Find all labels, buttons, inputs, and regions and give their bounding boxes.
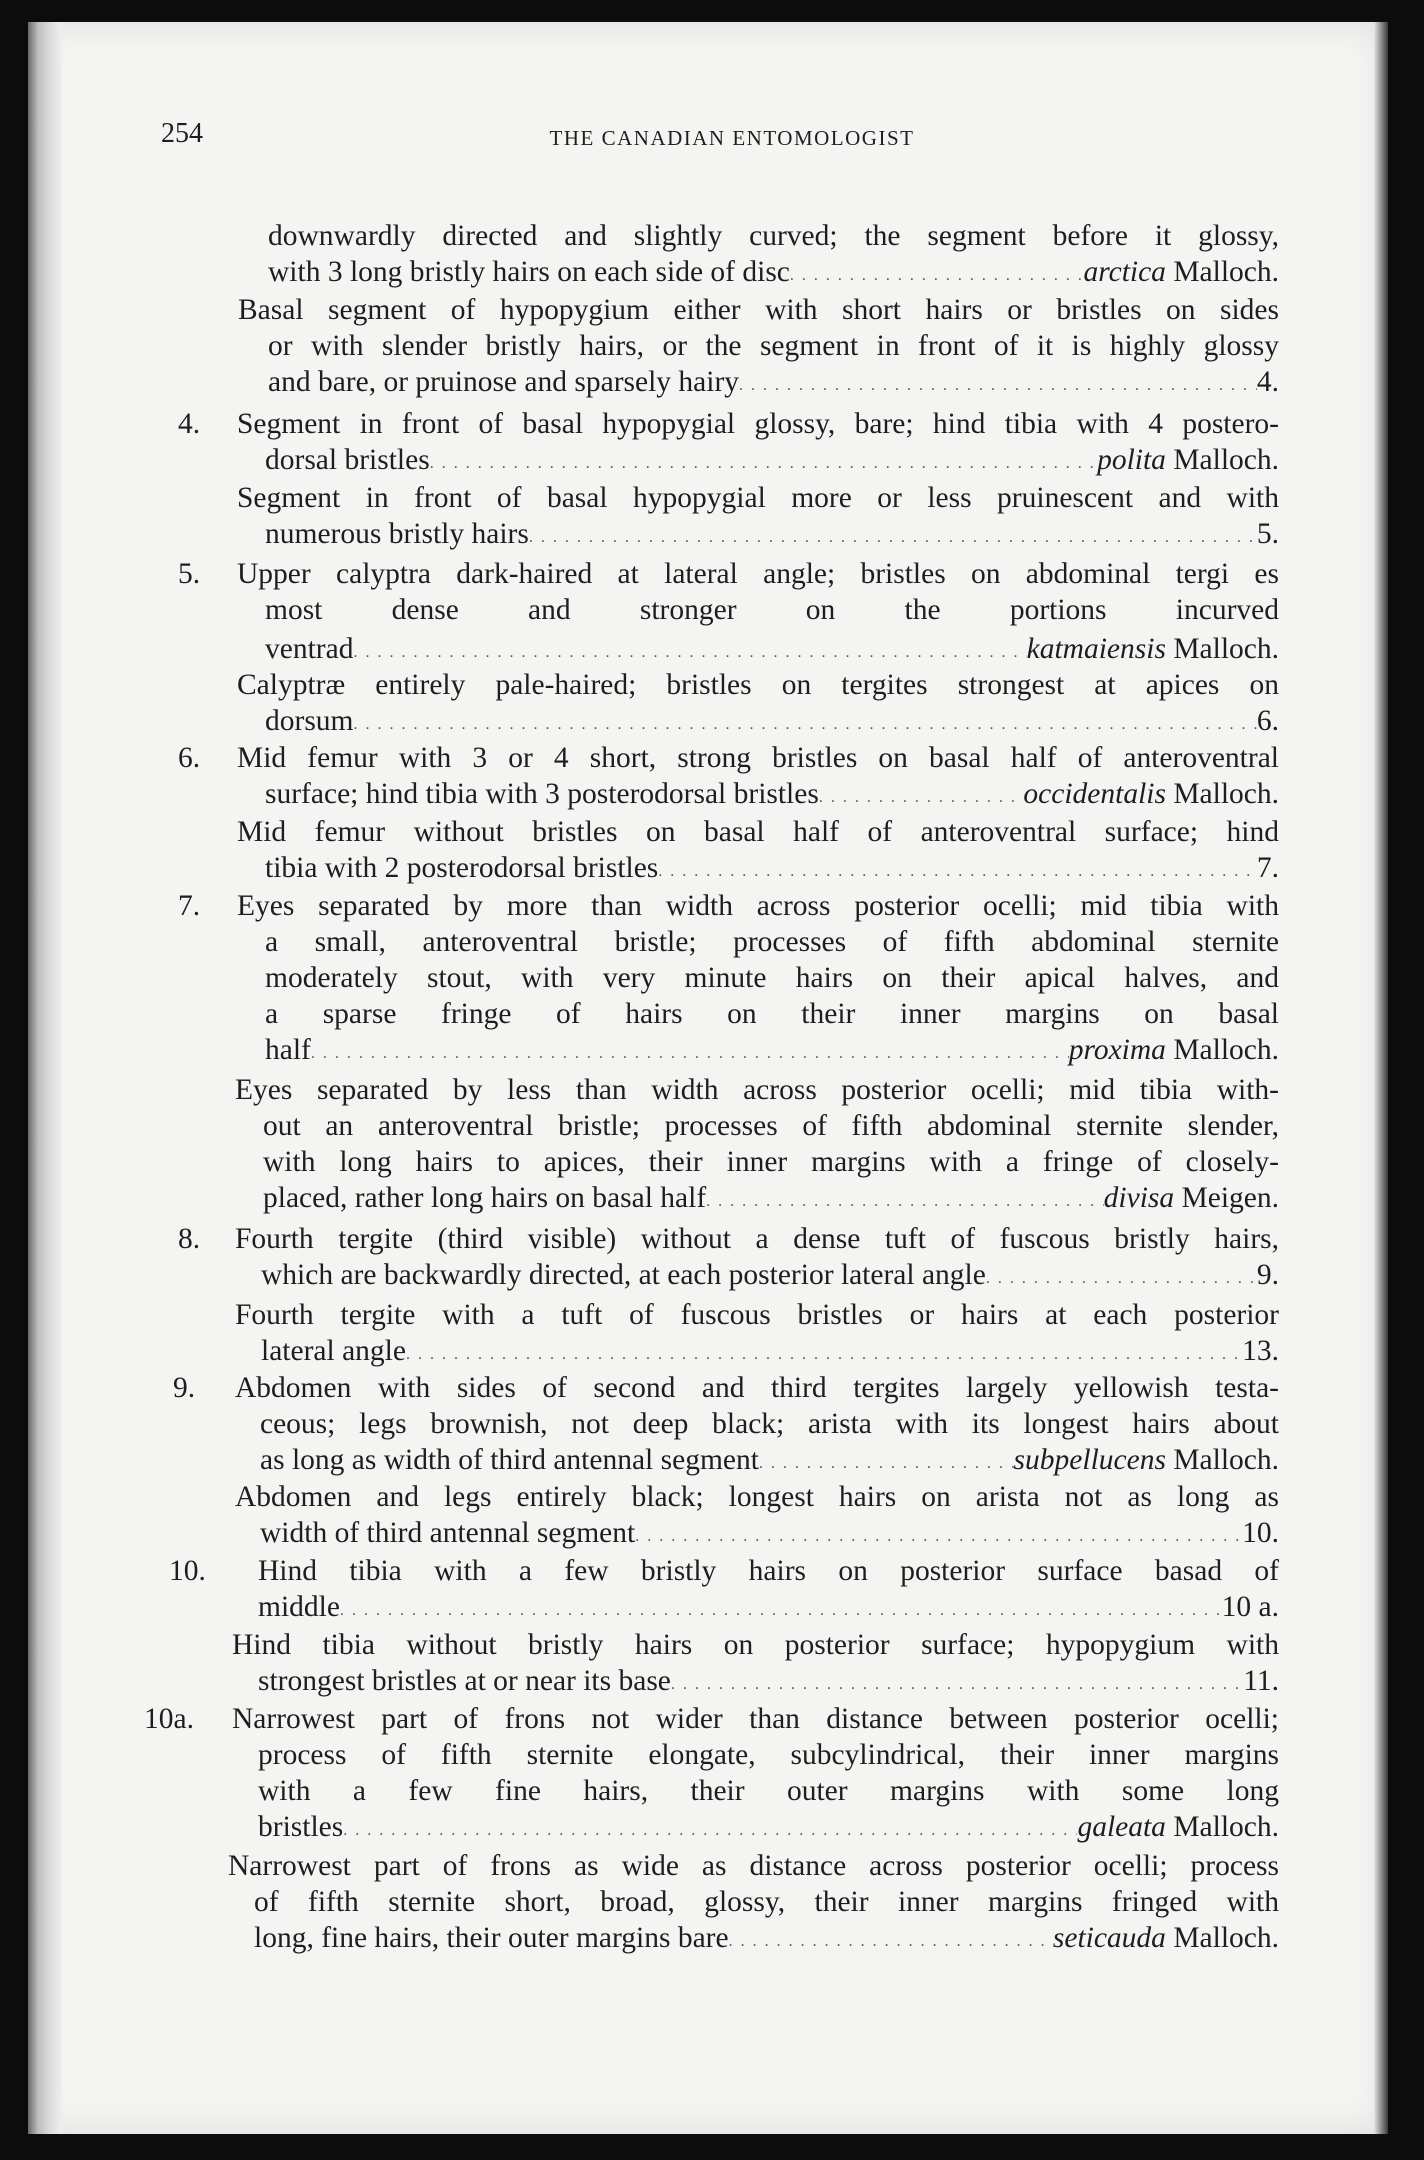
dot-leader xyxy=(739,364,1257,400)
key-line-text: out an anteroventral bristle; processes of fifth abdominal sternite slender, xyxy=(263,1110,1279,1142)
key-line xyxy=(235,1297,1279,1333)
dot-leader xyxy=(353,631,1026,667)
key-line-text: which are backwardly directed, at each posterior lateral angle xyxy=(261,1259,986,1291)
key-line-text: Segment in front of basal hypopygial more or less pruinescent and with xyxy=(237,482,1279,514)
key-line-text: most dense and stronger on the portions incurved xyxy=(265,594,1279,626)
key-line-text: with 3 long bristly hairs on each side of disc xyxy=(268,256,790,288)
couplet-reference: 7. xyxy=(1256,852,1279,884)
key-line-text: surface; hind tibia with 3 posterodorsal bristles xyxy=(265,778,819,810)
dot-leader xyxy=(729,1920,1053,1956)
key-line xyxy=(254,1920,1279,1956)
key-line xyxy=(232,1627,1279,1663)
couplet-number: 8. xyxy=(178,1223,201,1255)
species-name: galeata xyxy=(1077,1811,1166,1843)
dot-leader xyxy=(343,1809,1077,1845)
species-name: divisa xyxy=(1103,1182,1175,1214)
couplet-reference: 4. xyxy=(1256,366,1279,398)
key-line-text: half xyxy=(265,1034,311,1066)
species-name: subpellucens xyxy=(1013,1444,1166,1476)
key-line-text: tibia with 2 posterodorsal bristles xyxy=(265,852,659,884)
key-line-text: moderately stout, with very minute hairs on their apical halves, and xyxy=(265,962,1279,994)
key-line-text: numerous bristly hairs xyxy=(265,518,529,550)
key-line xyxy=(265,516,1279,552)
couplet-reference: 10 a. xyxy=(1221,1591,1279,1623)
key-line xyxy=(263,1180,1279,1216)
key-line xyxy=(232,1701,1279,1737)
key-line xyxy=(260,1515,1279,1551)
key-line-text: a sparse fringe of hairs on their inner margins on basal xyxy=(265,998,1279,1030)
key-line xyxy=(258,1809,1279,1845)
key-line-text: Segment in front of basal hypopygial glossy, bare; hind tibia with 4 postero- xyxy=(237,408,1279,440)
dot-leader xyxy=(706,1180,1104,1216)
key-line xyxy=(265,924,1279,960)
key-line-text: downwardly directed and slightly curved; the segment before it glossy, xyxy=(268,220,1279,252)
key-line-text: Abdomen with sides of second and third tergites largely yellowish testa- xyxy=(235,1372,1279,1404)
key-line xyxy=(263,1144,1279,1180)
species-author: Malloch. xyxy=(1165,1034,1279,1066)
key-line xyxy=(265,592,1279,628)
dot-leader xyxy=(790,254,1084,290)
couplet-reference: 13. xyxy=(1242,1335,1279,1367)
key-line-text: Fourth tergite with a tuft of fuscous bristles or hairs at each posterior xyxy=(235,1299,1279,1331)
key-line-text: Hind tibia with a few bristly hairs on posterior surface basad of xyxy=(258,1555,1279,1587)
key-line xyxy=(237,556,1279,592)
key-line xyxy=(258,1737,1279,1773)
dot-leader xyxy=(986,1257,1257,1293)
key-line xyxy=(228,1848,1279,1884)
species-name: proxima xyxy=(1068,1034,1166,1066)
key-line-text: with a few fine hairs, their outer margins with some long xyxy=(258,1775,1279,1807)
key-line xyxy=(268,364,1279,400)
key-line xyxy=(265,850,1279,886)
page-number: 254 xyxy=(161,118,203,149)
key-line-text: of fifth sternite short, broad, glossy, their inner margins fringed with xyxy=(254,1886,1279,1918)
species-author: Malloch. xyxy=(1165,633,1279,665)
key-line xyxy=(265,442,1279,478)
key-line-text: Hind tibia without bristly hairs on posterior surface; hypopygium with xyxy=(232,1629,1279,1661)
key-line-text: process of fifth sternite elongate, subcylindrical, their inner margins xyxy=(258,1739,1279,1771)
species-author: Malloch. xyxy=(1165,1444,1279,1476)
dot-leader xyxy=(529,516,1257,552)
key-line xyxy=(260,1442,1279,1478)
key-line xyxy=(265,996,1279,1032)
key-line xyxy=(268,254,1279,290)
key-line-text: and bare, or pruinose and sparsely hairy xyxy=(268,366,740,398)
key-line-text: dorsum xyxy=(265,705,354,737)
couplet-number: 9. xyxy=(173,1372,196,1404)
key-line xyxy=(237,667,1279,703)
key-line-text: Eyes separated by less than width across posterior ocelli; mid tibia with- xyxy=(235,1074,1279,1106)
key-line-text: as long as width of third antennal segment xyxy=(260,1444,759,1476)
species-author: Malloch. xyxy=(1165,256,1279,288)
species-author: Malloch. xyxy=(1165,778,1279,810)
couplet-number: 6. xyxy=(178,742,201,774)
key-line xyxy=(263,1108,1279,1144)
key-line-text: lateral angle xyxy=(261,1335,406,1367)
key-line xyxy=(235,1072,1279,1108)
key-line xyxy=(265,776,1279,812)
key-line xyxy=(261,1333,1279,1369)
running-title: THE CANADIAN ENTOMOLOGIST xyxy=(549,126,915,150)
key-line-text: Mid femur without bristles on basal half of anteroventral surface; hind xyxy=(237,816,1279,848)
couplet-number: 7. xyxy=(178,890,201,922)
dot-leader xyxy=(671,1663,1243,1699)
key-line-text: Narrowest part of frons not wider than distance between posterior ocelli; xyxy=(232,1703,1279,1735)
key-line-text: a small, anteroventral bristle; processes of fifth abdominal sternite xyxy=(265,926,1279,958)
key-line-text: or with slender bristly hairs, or the segment in front of it is highly glossy xyxy=(268,330,1279,362)
couplet-number: 10a. xyxy=(144,1703,194,1735)
key-line xyxy=(265,631,1279,667)
key-line xyxy=(237,740,1279,776)
key-line xyxy=(258,1553,1279,1589)
key-line-text: with long hairs to apices, their inner margins with a fringe of closely- xyxy=(263,1146,1279,1178)
key-line xyxy=(268,328,1279,364)
couplet-reference: 11. xyxy=(1243,1665,1279,1697)
key-line xyxy=(238,292,1279,328)
page-spine-shadow xyxy=(28,22,62,2134)
key-line-text: Basal segment of hypopygium either with short hairs or bristles on sides xyxy=(238,294,1279,326)
key-line xyxy=(237,888,1279,924)
key-line xyxy=(237,406,1279,442)
key-line-text: strongest bristles at or near its base xyxy=(258,1665,671,1697)
key-line-text: dorsal bristles xyxy=(265,444,430,476)
species-name: polita xyxy=(1097,444,1166,476)
dot-leader xyxy=(658,850,1257,886)
species-author: Meigen. xyxy=(1174,1182,1279,1214)
key-line xyxy=(265,960,1279,996)
key-line xyxy=(265,703,1279,739)
dot-leader xyxy=(819,776,1024,812)
key-line-text: middle xyxy=(258,1591,340,1623)
couplet-reference: 6. xyxy=(1256,705,1279,737)
dot-leader xyxy=(311,1032,1069,1068)
key-line-text: Mid femur with 3 or 4 short, strong bristles on basal half of anteroventral xyxy=(237,742,1279,774)
book-page xyxy=(28,22,1388,2134)
page-header xyxy=(161,118,1303,158)
key-line xyxy=(268,218,1279,254)
page-edge-shadow xyxy=(1374,22,1388,2134)
key-line xyxy=(237,814,1279,850)
species-author: Malloch. xyxy=(1165,1922,1279,1954)
key-line xyxy=(254,1884,1279,1920)
species-name: katmaiensis xyxy=(1026,633,1166,665)
key-line xyxy=(258,1589,1279,1625)
couplet-number: 10. xyxy=(169,1555,206,1587)
couplet-reference: 5. xyxy=(1256,518,1279,550)
key-line-text: ventrad xyxy=(265,633,354,665)
key-line xyxy=(265,1032,1279,1068)
key-line xyxy=(235,1221,1279,1257)
couplet-reference: 10. xyxy=(1242,1517,1279,1549)
species-name: arctica xyxy=(1083,256,1166,288)
dot-leader xyxy=(406,1333,1242,1369)
key-line-text: Abdomen and legs entirely black; longest hairs on arista not as long as xyxy=(235,1481,1279,1513)
key-line-text: Eyes separated by more than width across posterior ocelli; mid tibia with xyxy=(237,890,1279,922)
key-line-text: Fourth tergite (third visible) without a dense tuft of fuscous bristly hairs, xyxy=(235,1223,1279,1255)
species-name: occidentalis xyxy=(1023,778,1166,810)
key-line-text: Upper calyptra dark-haired at lateral angle; bristles on abdominal tergi es xyxy=(237,558,1279,590)
key-line-text: width of third antennal segment xyxy=(260,1517,636,1549)
key-line xyxy=(258,1773,1279,1809)
key-line xyxy=(258,1663,1279,1699)
couplet-number: 5. xyxy=(178,558,201,590)
key-line xyxy=(235,1479,1279,1515)
dot-leader xyxy=(635,1515,1242,1551)
dot-leader xyxy=(354,703,1257,739)
key-line-text: placed, rather long hairs on basal half xyxy=(263,1182,707,1214)
couplet-number: 4. xyxy=(178,408,201,440)
key-line xyxy=(261,1257,1279,1293)
dot-leader xyxy=(340,1589,1222,1625)
key-line-text: ceous; legs brownish, not deep black; arista with its longest hairs about xyxy=(260,1408,1279,1440)
key-line xyxy=(235,1370,1279,1406)
key-line-text: bristles xyxy=(258,1811,344,1843)
key-line-text: Narrowest part of frons as wide as distance across posterior ocelli; process xyxy=(228,1850,1279,1882)
dot-leader xyxy=(759,1442,1014,1478)
key-line xyxy=(260,1406,1279,1442)
key-line-text: Calyptræ entirely pale-haired; bristles on tergites strongest at apices on xyxy=(237,669,1279,701)
couplet-reference: 9. xyxy=(1256,1259,1279,1291)
species-author: Malloch. xyxy=(1165,444,1279,476)
key-line xyxy=(237,480,1279,516)
species-name: seticauda xyxy=(1052,1922,1166,1954)
dot-leader xyxy=(430,442,1097,478)
key-line-text: long, fine hairs, their outer margins bare xyxy=(254,1922,729,1954)
species-author: Malloch. xyxy=(1165,1811,1279,1843)
